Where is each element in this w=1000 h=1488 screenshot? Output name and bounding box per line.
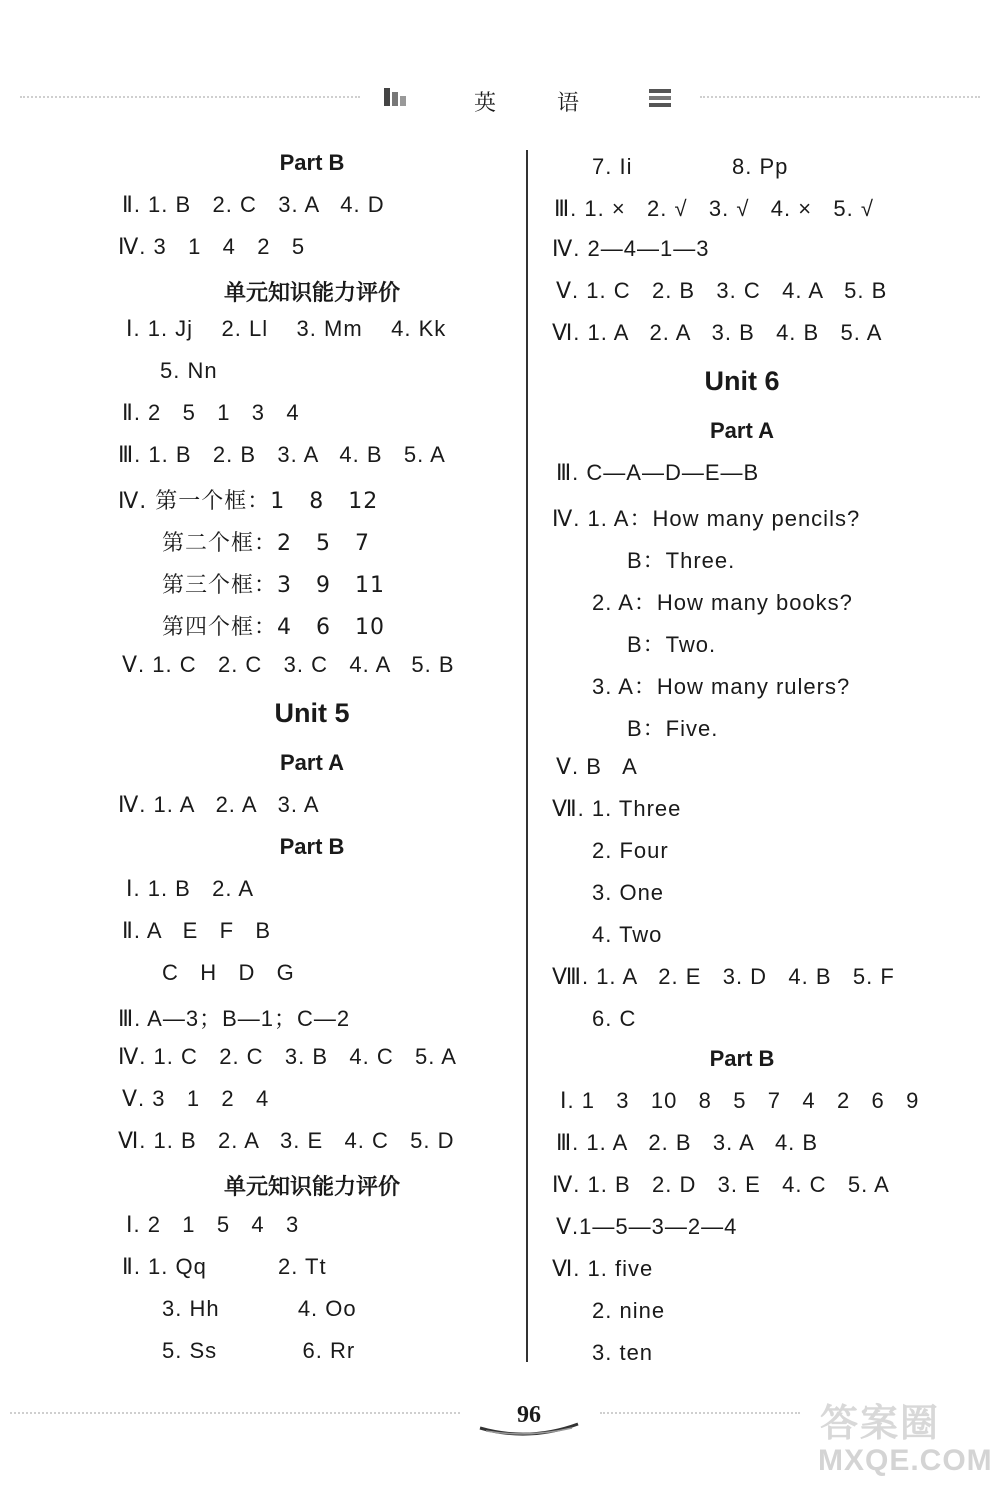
answer-line: Ⅳ. 1. A：How many pencils? <box>552 506 861 531</box>
answer-line: 7. Ii 8. Pp <box>592 154 789 179</box>
section-heading: Part B <box>279 834 345 859</box>
answer-line: Ⅴ. B A <box>556 754 638 779</box>
answer-line: Ⅳ. 1. A 2. A 3. A <box>118 792 320 817</box>
answer-line: 3. Hh 4. Oo <box>162 1296 357 1321</box>
answer-line: Ⅳ. 1. C 2. C 3. B 4. C 5. A <box>118 1044 457 1069</box>
unit-heading: Unit 6 <box>704 366 780 396</box>
answer-line: Ⅲ. A—3；B—1；C—2 <box>118 1006 351 1031</box>
answer-line: Ⅰ. 2 1 5 4 3 <box>126 1212 300 1237</box>
answer-line: B：Three. <box>627 548 736 573</box>
answer-line: 3. One <box>592 880 665 905</box>
answer-line: B：Five. <box>627 716 719 741</box>
column-divider <box>526 150 528 1362</box>
answer-line: Ⅳ. 2—4—1—3 <box>552 236 710 261</box>
answer-line: Ⅴ.1—5—3—2—4 <box>556 1214 738 1239</box>
answer-line: Ⅷ. 1. A 2. E 3. D 4. B 5. F <box>552 964 895 989</box>
header-dotted-rule-right <box>700 96 980 100</box>
answer-line: Ⅵ. 1. five <box>552 1256 654 1281</box>
watermark-text-top: 答案圈 <box>820 1401 941 1445</box>
book-icon-left <box>383 86 407 108</box>
answer-line: Ⅰ. 1 3 10 8 5 7 4 2 6 9 <box>560 1088 920 1113</box>
footer-dotted-rule-right <box>600 1412 800 1416</box>
answer-line: Ⅲ. 1. A 2. B 3. A 4. B <box>556 1130 819 1155</box>
answer-line: Ⅳ. 第一个框：1 8 12 <box>118 489 379 514</box>
page-number-badge <box>476 1398 582 1436</box>
answer-line: Ⅲ. C—A—D—E—B <box>556 460 760 485</box>
answer-line: 5. Ss 6. Rr <box>162 1338 356 1363</box>
answer-line: 2. A：How many books? <box>592 590 853 615</box>
answer-line: 第三个框：3 9 11 <box>162 573 385 598</box>
answer-line: 5. Nn <box>160 358 218 383</box>
answer-line: Ⅳ. 1. B 2. D 3. E 4. C 5. A <box>552 1172 890 1197</box>
answer-line: Ⅱ. A E F B <box>122 918 272 943</box>
answer-line: Ⅴ. 1. C 2. C 3. C 4. A 5. B <box>122 652 455 677</box>
answer-line: 3. ten <box>592 1340 654 1365</box>
section-heading: Part B <box>279 150 345 175</box>
section-heading: Part A <box>280 750 344 775</box>
answer-line: C H D G <box>162 960 295 985</box>
answer-line: 2. nine <box>592 1298 666 1323</box>
section-heading: Part A <box>710 418 774 443</box>
answer-line: 4. Two <box>592 922 663 947</box>
answer-line: Ⅲ. 1. B 2. B 3. A 4. B 5. A <box>118 442 446 467</box>
answer-line: 2. Four <box>592 838 669 863</box>
answer-line: Ⅵ. 1. A 2. A 3. B 4. B 5. A <box>552 320 883 345</box>
section-heading: Part B <box>709 1046 775 1071</box>
answer-line: Ⅰ. 1. B 2. A <box>126 876 255 901</box>
footer-dotted-rule-left <box>10 1412 460 1416</box>
unit-heading: Unit 5 <box>274 698 350 728</box>
section-heading: 单元知识能力评价 <box>223 281 400 306</box>
answer-line: Ⅱ. 1. B 2. C 3. A 4. D <box>122 192 385 217</box>
watermark-logo <box>810 1392 1000 1488</box>
answer-line: Ⅵ. 1. B 2. A 3. E 4. C 5. D <box>118 1128 455 1153</box>
answer-line: Ⅰ. 1. Jj 2. Ll 3. Mm 4. Kk <box>126 316 447 341</box>
section-heading: 单元知识能力评价 <box>223 1175 400 1200</box>
subject-title-char-1: 英 <box>474 91 497 116</box>
page-number: 96 <box>517 1402 541 1428</box>
subject-title-char-2: 语 <box>557 91 580 116</box>
answer-line: Ⅳ. 3 1 4 2 5 <box>118 234 306 259</box>
watermark-text-bottom: MXQE.COM <box>818 1444 993 1477</box>
answer-line: Ⅱ. 2 5 1 3 4 <box>122 400 300 425</box>
answer-line: Ⅶ. 1. Three <box>552 796 682 821</box>
answer-line: Ⅲ. 1. × 2. √ 3. √ 4. × 5. √ <box>554 196 874 221</box>
answer-line: B：Two. <box>627 632 717 657</box>
answer-line: 第四个框：4 6 10 <box>162 615 385 640</box>
answer-line: Ⅴ. 1. C 2. B 3. C 4. A 5. B <box>556 278 888 303</box>
answer-line: 6. C <box>592 1006 637 1031</box>
answer-line: Ⅴ. 3 1 2 4 <box>122 1086 270 1111</box>
header-dotted-rule-left <box>20 96 360 100</box>
answer-line: 第二个框：2 5 7 <box>162 531 370 556</box>
answer-line: 3. A：How many rulers? <box>592 674 851 699</box>
book-icon-right <box>648 86 672 108</box>
answer-line: Ⅱ. 1. Qq 2. Tt <box>122 1254 327 1279</box>
